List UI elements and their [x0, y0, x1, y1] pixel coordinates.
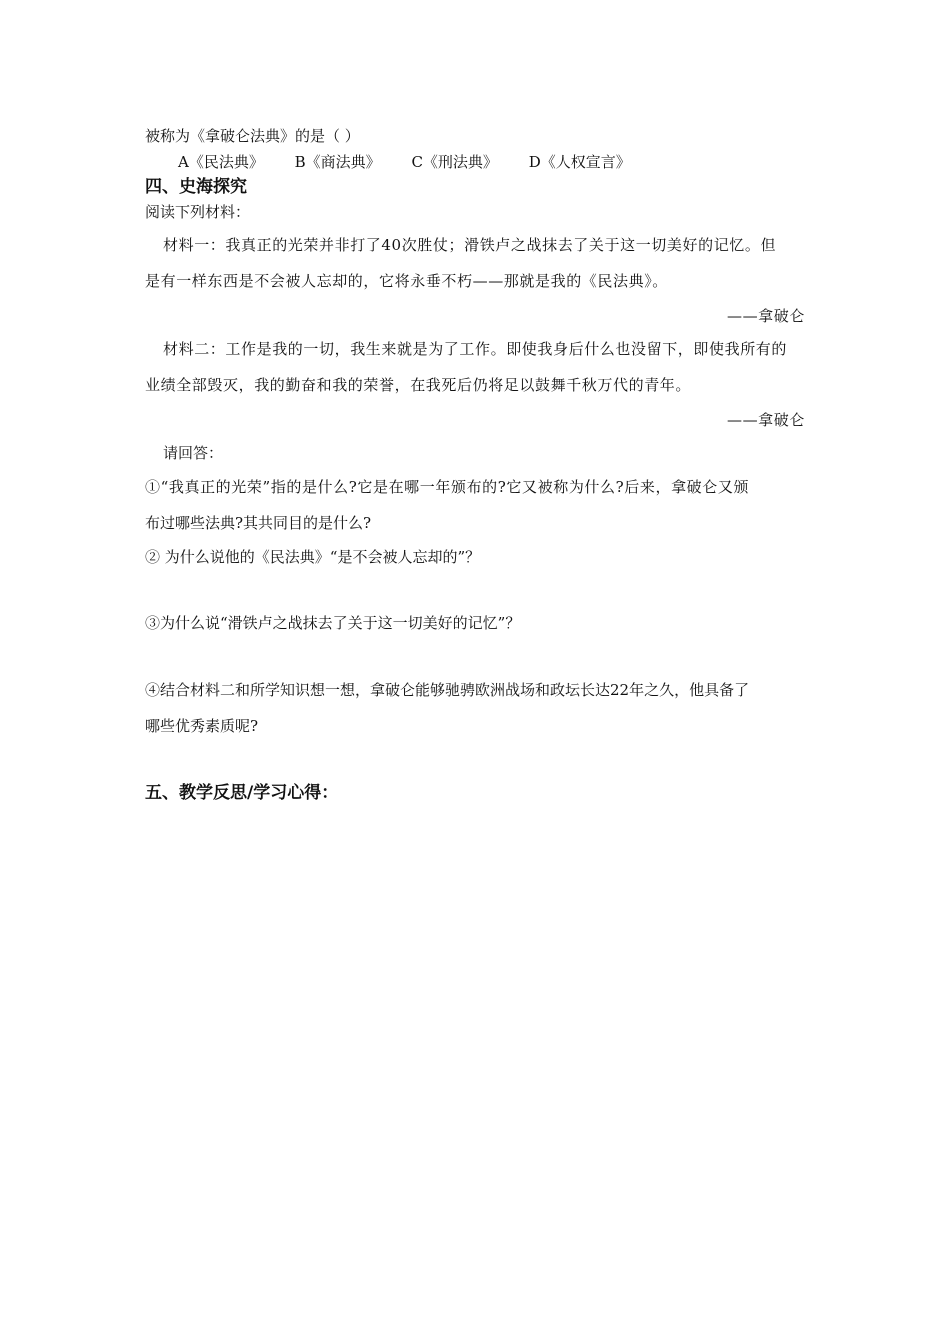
option-c: C《刑法典》: [411, 153, 498, 171]
option-b: B《商法典》: [294, 153, 381, 171]
question-1-line-1: ①“我真正的光荣”指的是什么?它是在哪一年颁布的?它又被称为什么?后来，拿破仑又颁: [145, 478, 750, 496]
option-d: D《人权宣言》: [528, 153, 631, 171]
question-3: ③为什么说“滑铁卢之战抹去了关于这一切美好的记忆”？: [145, 614, 521, 632]
material-2-line-1: 材料二：工作是我的一切，我生来就是为了工作。即使我身后什么也没留下，即使我所有的: [163, 340, 788, 358]
material-2-line-2: 业绩全部毁灭，我的勤奋和我的荣誉，在我死后仍将足以鼓舞千秋万代的青年。: [145, 376, 692, 394]
material-1-line-2: 是有一样东西是不会被人忘却的，它将永垂不朽——那就是我的《民法典》。: [145, 272, 668, 290]
material-1-line-1: 材料一：我真正的光荣并非打了40次胜仗；滑铁卢之战抹去了关于这一切美好的记忆。但: [163, 236, 777, 254]
question-stem: 被称为《拿破仑法典》的是（ ）: [145, 127, 360, 145]
question-4-line-1: ④结合材料二和所学知识想一想，拿破仑能够驰骋欧洲战场和政坛长达22年之久，他具备了: [145, 681, 750, 699]
answer-prompt: 请回答：: [163, 444, 224, 462]
section-5-title: 五、教学反思/学习心得：: [145, 783, 339, 803]
question-1-line-2: 布过哪些法典?其共同目的是什么?: [145, 514, 372, 532]
question-4-line-2: 哪些优秀素质呢?: [145, 717, 259, 735]
material-2-attribution: ——拿破仑: [726, 411, 805, 429]
material-1-attribution: ——拿破仑: [726, 307, 805, 325]
section-4-title: 四、史海探究: [145, 177, 247, 197]
answer-options: [178, 152, 657, 172]
option-a: A《民法典》: [178, 153, 264, 171]
question-2: ② 为什么说他的《民法典》“是不会被人忘却的”？: [145, 548, 481, 566]
section-4-intro: 阅读下列材料：: [145, 203, 251, 221]
